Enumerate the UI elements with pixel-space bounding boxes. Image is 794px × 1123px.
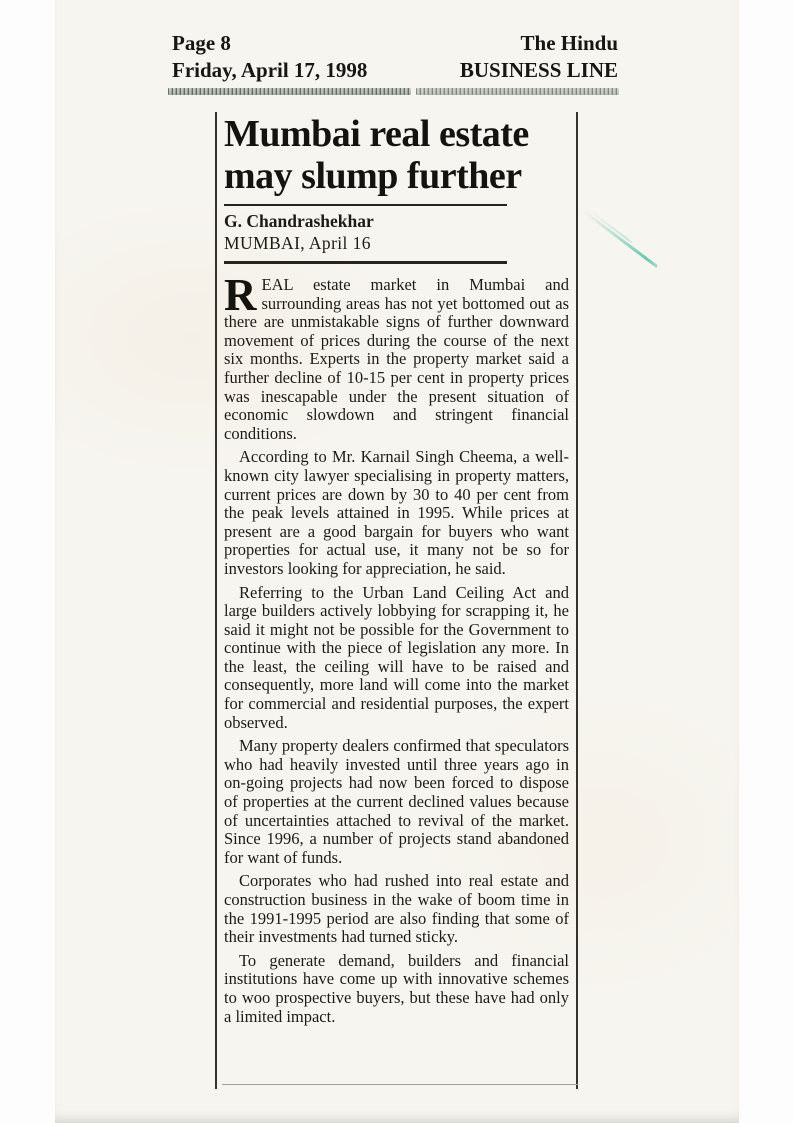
paragraph-5: Corporates who had rushed into real estate and construction business in the wake of boom time in the 1991-1995 period are also finding that some of their investments had turned sticky. <box>224 871 569 947</box>
paragraph-6: To generate demand, builders and financial institutions have come up with innovative schemes to woo prospective buyers, but these have had only a limited impact. <box>224 950 569 1026</box>
drop-cap: R <box>224 270 257 320</box>
masthead-right <box>460 30 618 84</box>
byline-divider <box>224 261 507 264</box>
paragraph-1 <box>224 270 569 443</box>
masthead <box>172 30 618 84</box>
masthead-rule-left <box>168 88 411 95</box>
article-bottom-rule <box>222 1084 578 1085</box>
article-column <box>215 112 578 1089</box>
article-body <box>224 270 569 1026</box>
publication-edition: BUSINESS LINE <box>459 58 618 82</box>
article-author: G. Chandrashekhar <box>224 211 374 231</box>
page-number: Page 8 <box>172 31 231 55</box>
masthead-rule-right <box>416 88 619 95</box>
article-headline: Mumbai real estate may slump further <box>224 113 529 197</box>
paragraph-4: Many property dealers confirmed that speculators who had heavily invested until three years ago in on-going projects had now been forced to dispose of properties at the current declined values because of uncertainties attached to revival of the market. Since 1996, a number of projects stand abandoned for want of funds. <box>224 736 569 867</box>
paragraph-3: Referring to the Urban Land Ceiling Act and large builders actively lobbying for scrapping it, he said it might not be possible for the Government to continue with the piece of legislation any more. In the least, the ceiling will have to be raised and consequently, more land will come into the market for commercial and residential purposes, the expert observed. <box>224 582 569 732</box>
issue-date: Friday, April 17, 1998 <box>172 58 368 82</box>
publication-name: The Hindu <box>520 31 618 55</box>
article-dateline: MUMBAI, April 16 <box>224 233 371 253</box>
headline-divider <box>224 204 507 206</box>
paragraph-2: According to Mr. Karnail Singh Cheema, a well-known city lawyer specialising in property matters, current prices are down by 30 to 40 per cent from the peak levels attained in 1995. While prices at present are a good bargain for buyers who want properties for actual use, it many not be so for investors looking for appreciation, he said. <box>224 447 569 578</box>
masthead-left <box>172 30 367 84</box>
paragraph-1-text: EAL estate market in Mumbai and surrounding areas has not yet bottomed out as there are unmistakable signs of further downward movement of prices during the course of the next six months. Experts in the property market said a further decline of 10-15 per cent in property prices was inescapable under the present situation of economic slowdown and stringent financial conditions. <box>224 275 569 443</box>
